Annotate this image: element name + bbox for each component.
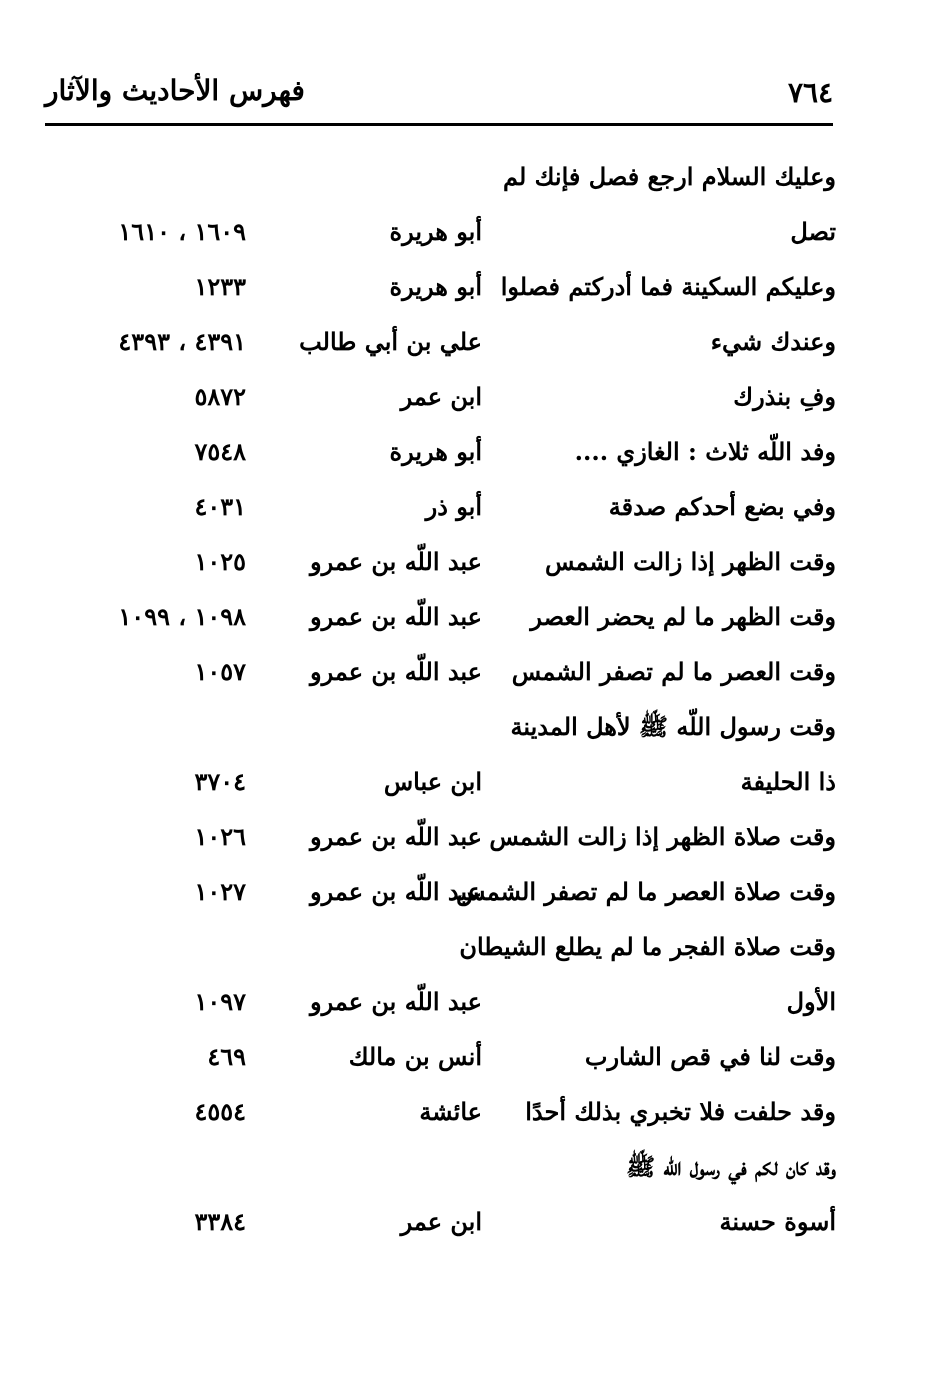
page-number: ٧٦٤ bbox=[788, 76, 834, 109]
hadith-number: ٤٦٩ bbox=[207, 1042, 246, 1071]
hadith-number: ١٠٥٧ bbox=[194, 657, 246, 686]
hadith-text: وقت العصر ما لم تصفر الشمس bbox=[511, 657, 836, 686]
header-rule bbox=[45, 123, 833, 126]
hadith-text: وعليك السلام ارجع فصل فإنك لم bbox=[503, 162, 836, 191]
hadith-text: وقت صلاة الظهر إذا زالت الشمس bbox=[489, 822, 836, 851]
hadith-text: تصل bbox=[790, 217, 836, 246]
narrator: أنس بن مالك bbox=[348, 1042, 482, 1071]
index-entry bbox=[0, 382, 932, 432]
index-entry bbox=[0, 1097, 932, 1147]
index-entry bbox=[0, 162, 932, 212]
index-entry bbox=[0, 877, 932, 927]
hadith-text: وقت صلاة العصر ما لم تصفر الشمس bbox=[456, 877, 836, 906]
index-entry bbox=[0, 437, 932, 487]
narrator: عبد اللّه بن عمرو bbox=[310, 657, 482, 686]
index-entry bbox=[0, 272, 932, 322]
hadith-number: ١٠٢٥ bbox=[194, 547, 246, 576]
hadith-text: أسوة حسنة bbox=[719, 1207, 836, 1236]
hadith-number: ١٢٣٣ bbox=[194, 272, 246, 301]
hadith-text: وقد حلفت فلا تخبري بذلك أحدًا bbox=[525, 1097, 836, 1126]
narrator: ابن عمر bbox=[400, 1207, 482, 1236]
hadith-text: وقت صلاة الفجر ما لم يطلع الشيطان bbox=[459, 932, 836, 961]
narrator: عائشة bbox=[419, 1097, 482, 1126]
hadith-text: وقت الظهر إذا زالت الشمس bbox=[544, 547, 836, 576]
narrator: عبد اللّه بن عمرو bbox=[310, 822, 482, 851]
index-entry bbox=[0, 602, 932, 652]
hadith-text: ذا الحليفة bbox=[740, 767, 836, 796]
hadith-number: ٥٨٧٢ bbox=[194, 382, 246, 411]
hadith-text: وعندك شيء bbox=[710, 327, 836, 356]
narrator: أبو ذر bbox=[425, 492, 482, 521]
index-entry bbox=[0, 1207, 932, 1257]
hadith-text: وقد كان لكم في رسول اللّه ﷺ bbox=[626, 1152, 836, 1181]
index-entry bbox=[0, 657, 932, 707]
running-title: فهرس الأحاديث والآثار bbox=[45, 74, 305, 107]
hadith-number: ١٠٩٧ bbox=[194, 987, 246, 1016]
narrator: أبو هريرة bbox=[389, 272, 482, 301]
narrator: عبد اللّه بن عمرو bbox=[310, 987, 482, 1016]
hadith-text: وقت الظهر ما لم يحضر العصر bbox=[530, 602, 836, 631]
index-entry bbox=[0, 987, 932, 1037]
hadith-number: ١٠٢٧ bbox=[194, 877, 246, 906]
narrator: أبو هريرة bbox=[389, 217, 482, 246]
narrator: ابن عباس bbox=[383, 767, 482, 796]
hadith-number: ٤٥٥٤ bbox=[194, 1097, 246, 1126]
narrator: ابن عمر bbox=[400, 382, 482, 411]
hadith-number: ٤٣٩١ ، ٤٣٩٣ bbox=[118, 327, 246, 356]
index-entry bbox=[0, 767, 932, 817]
hadith-text: وفد اللّه ثلاث : الغازي .... bbox=[574, 437, 836, 466]
hadith-text: وقت رسول اللّه ﷺ لأهل المدينة bbox=[510, 712, 836, 741]
index-entry bbox=[0, 822, 932, 872]
hadith-text: وعليكم السكينة فما أدركتم فصلوا bbox=[500, 272, 836, 301]
hadith-number: ٣٣٨٤ bbox=[194, 1207, 246, 1236]
index-entry bbox=[0, 1042, 932, 1092]
hadith-number: ٤٠٣١ bbox=[194, 492, 246, 521]
hadith-number: ١٠٩٨ ، ١٠٩٩ bbox=[118, 602, 246, 631]
index-entry bbox=[0, 217, 932, 267]
hadith-text: وفي بضع أحدكم صدقة bbox=[608, 492, 836, 521]
narrator: عبد اللّه بن عمرو bbox=[310, 602, 482, 631]
index-entry bbox=[0, 1152, 932, 1202]
hadith-number: ١٦٠٩ ، ١٦١٠ bbox=[118, 217, 246, 246]
hadith-text: الأول bbox=[786, 987, 836, 1016]
narrator: علي بن أبي طالب bbox=[299, 327, 482, 356]
narrator: عبد اللّه بن عمرو bbox=[310, 547, 482, 576]
hadith-text: وقت لنا في قص الشارب bbox=[584, 1042, 836, 1071]
hadith-text: وفِ بنذرك bbox=[733, 382, 836, 411]
narrator: عبد اللّه بن عمرو bbox=[310, 877, 482, 906]
hadith-number: ٣٧٠٤ bbox=[194, 767, 246, 796]
index-entry bbox=[0, 712, 932, 762]
index-entry bbox=[0, 492, 932, 542]
index-entry bbox=[0, 932, 932, 982]
hadith-number: ١٠٢٦ bbox=[194, 822, 246, 851]
hadith-number: ٧٥٤٨ bbox=[194, 437, 246, 466]
index-entry bbox=[0, 327, 932, 377]
narrator: أبو هريرة bbox=[389, 437, 482, 466]
index-entry bbox=[0, 547, 932, 597]
